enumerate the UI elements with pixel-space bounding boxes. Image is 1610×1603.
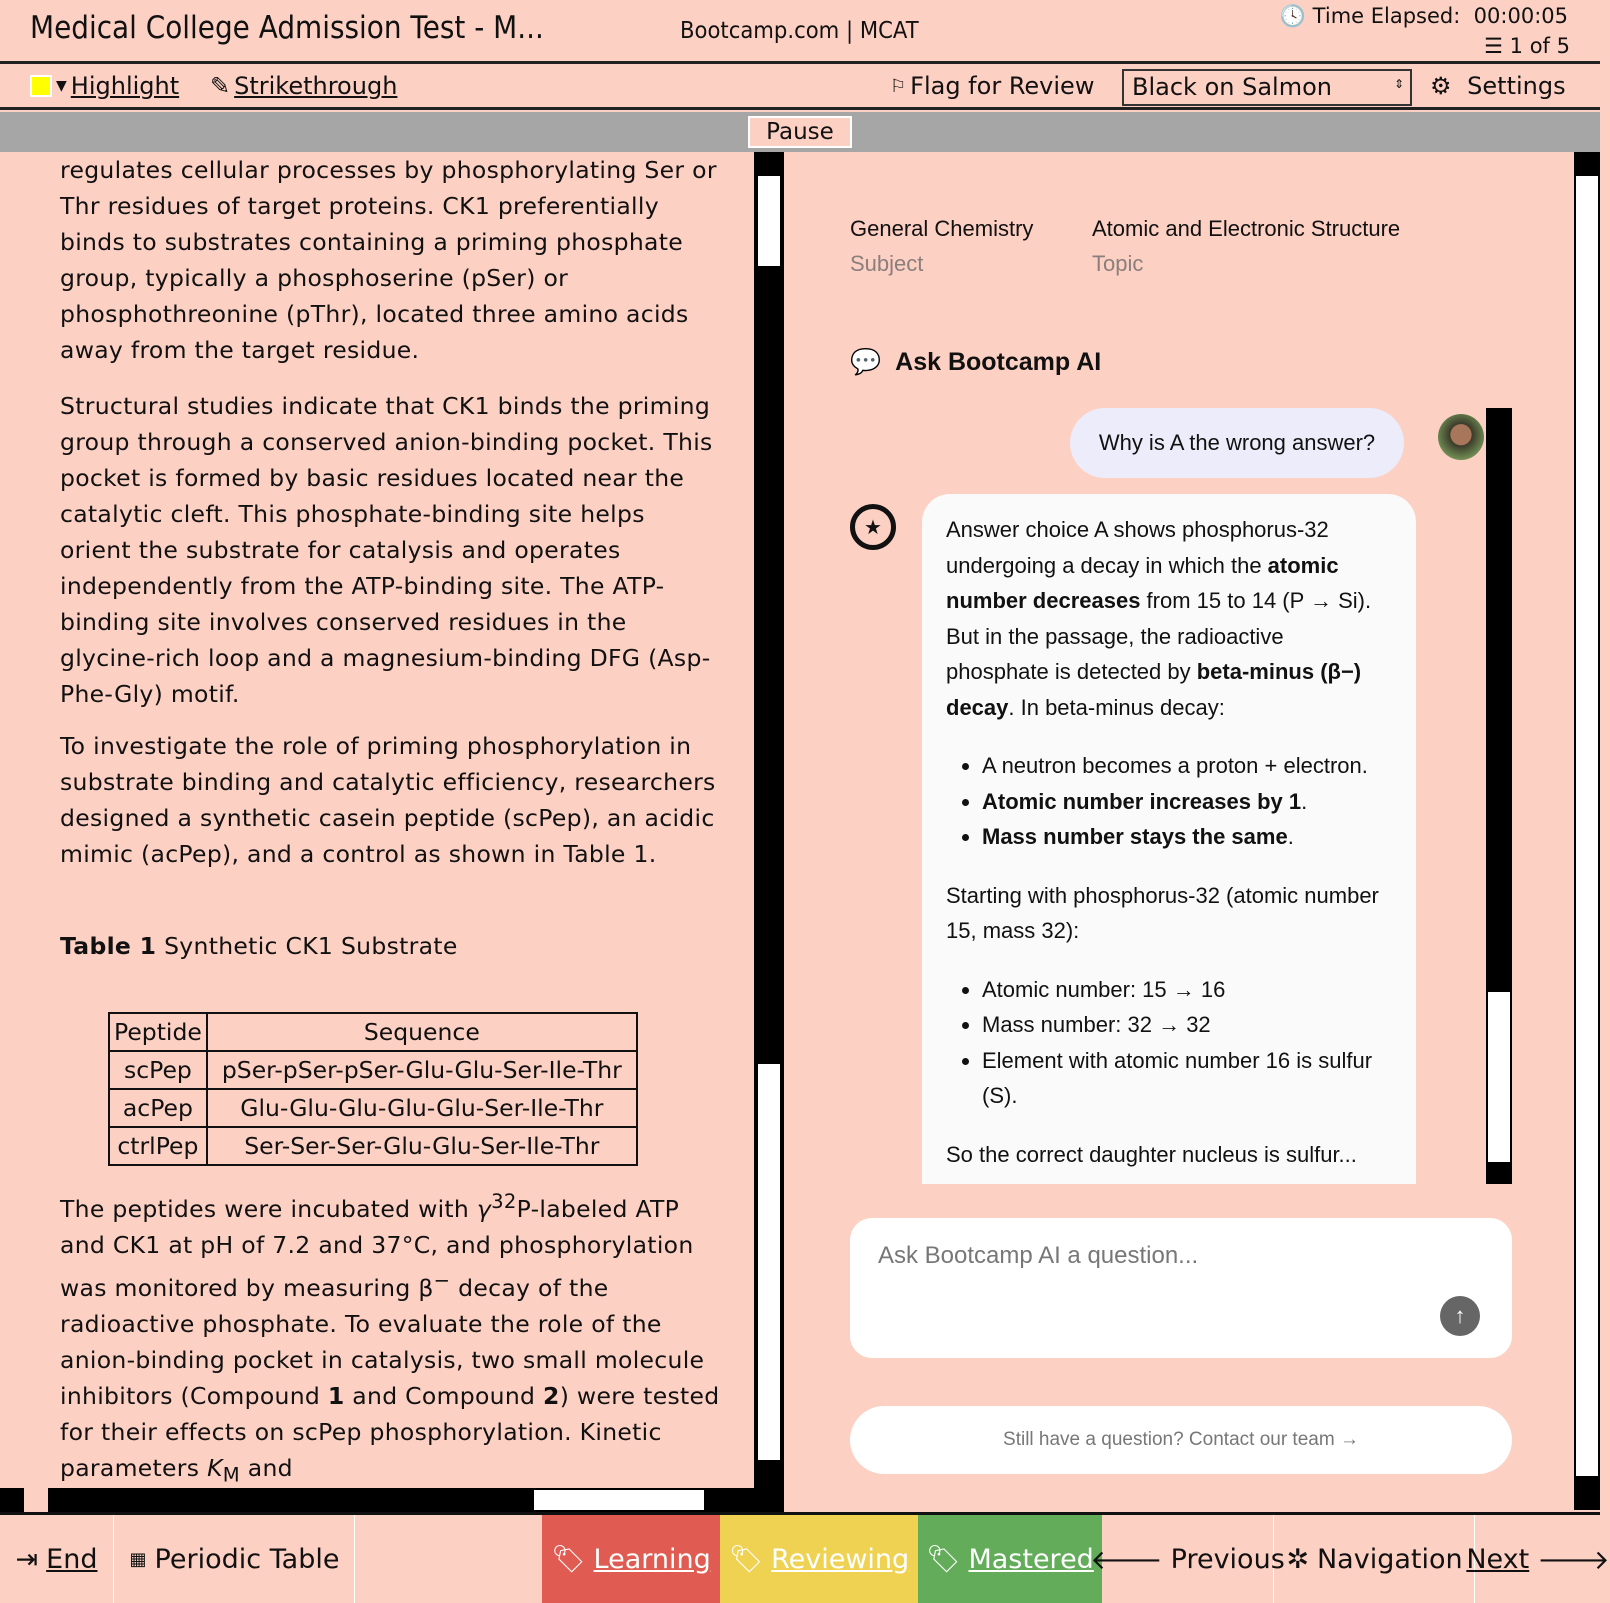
clock-icon: 🕓 xyxy=(1279,4,1306,28)
table-cell: scPep xyxy=(109,1051,207,1089)
scrollbar-thumb[interactable] xyxy=(758,1064,780,1460)
header xyxy=(0,0,1600,64)
tag-icon: 🏷 xyxy=(728,1544,764,1575)
previous-button[interactable] xyxy=(1090,1515,1285,1603)
mastered-label: Mastered xyxy=(968,1543,1094,1575)
highlight-button[interactable] xyxy=(30,72,179,100)
pause-button[interactable]: Pause xyxy=(748,116,852,148)
text: K xyxy=(207,1453,223,1482)
text: decay of the radioactive phosphate. To evaluate the role of the anion-binding pocket in catalysis, two small molecule inhibitors (Compound xyxy=(60,1273,705,1410)
send-arrow-icon[interactable]: ↑ xyxy=(1440,1296,1480,1336)
ai-paragraph: Starting with phosphorus-32 (atomic number 15, mass 32): xyxy=(946,882,1379,943)
list-item: • Atomic number increases by 1. xyxy=(982,784,1392,820)
ai-heading-text: Ask Bootcamp AI xyxy=(895,348,1102,376)
next-button[interactable] xyxy=(1466,1515,1610,1603)
flag-for-review-button[interactable] xyxy=(890,72,1094,100)
text: from 15 to 14 (P → Si). But in the passage, the radioactive phosphate is detected by xyxy=(946,588,1372,684)
table-row xyxy=(109,1089,637,1127)
end-button[interactable] xyxy=(0,1515,114,1603)
subject-value: General Chemistry xyxy=(850,216,1034,241)
navigation-icon: ✲ xyxy=(1286,1543,1309,1575)
chat-scrollbar[interactable] xyxy=(1486,408,1512,1184)
topic-value: Atomic and Electronic Structure xyxy=(1092,216,1401,241)
ai-panel xyxy=(790,152,1570,1512)
settings-label: Settings xyxy=(1467,72,1566,100)
brand: Bootcamp.com | MCAT xyxy=(680,18,919,44)
tag-icon: 🏷 xyxy=(926,1544,961,1575)
topic-label: Topic xyxy=(1092,251,1144,276)
ai-list xyxy=(982,972,1392,1114)
table-cell: ctrlPep xyxy=(109,1127,207,1165)
periodic-table-icon: ▦ xyxy=(129,1548,147,1570)
periodic-table-button[interactable] xyxy=(115,1515,355,1603)
question-count: 1 of 5 xyxy=(1509,34,1570,58)
passage-panel xyxy=(0,152,738,1512)
text: ) were tested for their effects on scPep phosphorylation. Kinetic parameters xyxy=(60,1381,720,1482)
passage-paragraph: Structural studies indicate that CK1 binds the priming group through a conserved anion-binding pocket. This pocket is formed by basic residues located near the catalytic cleft. This phosphate-binding site helps orient the substrate for catalysis and operates independently from the ATP-binding site. The ATP-binding site involves conserved residues in the glycine-rich loop and a magnesium-binding DFG (Asp-Phe-Gly) motif. xyxy=(60,392,713,708)
horizontal-scrollbar[interactable] xyxy=(0,1488,784,1512)
text: Atomic number increases by 1 xyxy=(982,788,1302,814)
table-header-row xyxy=(109,1013,637,1051)
next-label: Next xyxy=(1466,1543,1530,1575)
arrow-right-icon: 🡒 xyxy=(1537,1544,1610,1576)
passage-scrollbar[interactable] xyxy=(754,152,784,1510)
scrollbar-thumb[interactable] xyxy=(758,176,780,266)
text: 1 xyxy=(327,1381,345,1410)
table-caption xyxy=(60,928,720,964)
chat-bubbles-icon: 💬 xyxy=(850,348,882,376)
strikethrough-button[interactable] xyxy=(210,72,397,100)
user-message: Why is A the wrong answer? xyxy=(1070,408,1404,478)
text: P-labeled ATP and CK1 at pH of 7.2 and 37°C, and phosphorylation was monitored by measuring β xyxy=(60,1194,694,1302)
ai-message xyxy=(922,494,1416,1184)
strikethrough-label: Strikethrough xyxy=(234,72,398,100)
learning-label: Learning xyxy=(593,1543,711,1575)
flag-icon: ⚐ xyxy=(890,75,907,97)
end-label: End xyxy=(46,1543,98,1575)
passage-paragraph xyxy=(60,1184,720,1493)
reviewing-button[interactable] xyxy=(720,1515,918,1603)
text: and xyxy=(240,1453,293,1482)
ai-paragraph xyxy=(946,512,1392,725)
table-header: Peptide xyxy=(109,1013,207,1051)
table-cell: acPep xyxy=(109,1089,207,1127)
passage-paragraph: To investigate the role of priming phosphorylation in substrate binding and catalytic efficiency, researchers designed a synthetic casein peptide (scPep), an acidic mimic (acPep), and a control as shown in Table 1. xyxy=(60,732,716,868)
scrollbar-thumb[interactable] xyxy=(534,1490,704,1510)
text: 2 xyxy=(543,1381,560,1410)
gear-icon: ⚙ xyxy=(1430,72,1452,100)
table-header: Sequence xyxy=(207,1013,637,1051)
list-item: • Mass number: 32 → 32 xyxy=(982,1007,1392,1043)
text: Answer choice A shows phosphorus-32 undergoing a decay in which the xyxy=(946,517,1329,578)
exam-title: Medical College Admission Test - M... xyxy=(30,10,544,46)
text: atomic number decreases xyxy=(946,552,1339,613)
footer-nav xyxy=(0,1512,1610,1600)
table-cell: Ser-Ser-Ser-Glu-Glu-Ser-Ile-Thr xyxy=(207,1127,637,1165)
text: − xyxy=(433,1268,451,1292)
scrollbar-thumb[interactable] xyxy=(1576,176,1598,1476)
page-scrollbar[interactable] xyxy=(1574,152,1600,1510)
learning-button[interactable] xyxy=(542,1515,720,1603)
text: M xyxy=(222,1463,240,1487)
text: γ xyxy=(476,1194,492,1223)
tag-icon: 🏷 xyxy=(551,1544,586,1575)
ai-list xyxy=(982,748,1392,855)
list-item: • Element with atomic number 16 is sulfur (S). xyxy=(982,1043,1392,1114)
stack-icon: ☰ xyxy=(1484,34,1503,58)
list-item: • Atomic number: 15 → 16 xyxy=(982,972,1392,1008)
user-avatar xyxy=(1438,414,1484,460)
ask-ai-input[interactable] xyxy=(850,1218,1512,1358)
scrollbar-thumb[interactable] xyxy=(1488,992,1510,1162)
table-label: Table 1 xyxy=(60,932,157,960)
table-cell: Glu-Glu-Glu-Glu-Glu-Ser-Ile-Thr xyxy=(207,1089,637,1127)
settings-button[interactable] xyxy=(1430,72,1566,100)
question-counter xyxy=(1484,34,1570,58)
arrow-left-icon: 🡐 xyxy=(1090,1544,1163,1576)
navigation-button[interactable] xyxy=(1275,1515,1475,1603)
flag-label: Flag for Review xyxy=(910,72,1095,100)
time-value: 00:00:05 xyxy=(1473,4,1568,28)
time-label: Time Elapsed: xyxy=(1312,4,1461,28)
table-row xyxy=(109,1051,637,1089)
highlight-color-swatch[interactable] xyxy=(30,75,52,97)
ai-heading xyxy=(850,348,1101,377)
navigation-label: Navigation xyxy=(1316,1543,1463,1575)
table-title: Synthetic CK1 Substrate xyxy=(164,932,458,960)
passage-paragraph: regulates cellular processes by phosphorylating Ser or Thr residues of target proteins. CK1 preferentially binds to substrates containing a priming phosphate group, typically a phosphoserine (pSer) or phosphothreonine (pThr), located three amino acids away from the target residue. xyxy=(60,156,717,364)
ai-paragraph: So the correct daughter nucleus is sulfur... xyxy=(946,1141,1357,1167)
contact-team-link[interactable]: Still have a question? Contact our team → xyxy=(850,1406,1512,1474)
subject-label: Subject xyxy=(850,251,924,276)
text: Mass number stays the same xyxy=(982,824,1288,849)
mastered-button[interactable] xyxy=(918,1515,1102,1603)
exit-icon: ⇥ xyxy=(15,1543,39,1575)
pause-bar xyxy=(0,112,1600,152)
input-placeholder: Ask Bootcamp AI a question... xyxy=(878,1242,1199,1269)
pencil-icon: ✎ xyxy=(210,72,231,100)
ai-star-icon: ★ xyxy=(850,504,896,550)
text: The peptides were incubated with xyxy=(60,1194,477,1223)
text: beta-minus (β−) decay xyxy=(946,659,1362,720)
select-arrows-icon: ⇕ xyxy=(1393,77,1404,91)
timer xyxy=(1280,4,1568,29)
chevron-down-icon[interactable]: ▼ xyxy=(56,78,67,94)
text: 32 xyxy=(491,1190,517,1213)
theme-value: Black on Salmon xyxy=(1132,73,1332,101)
text: . In beta-minus decay: xyxy=(1008,694,1225,720)
reviewing-label: Reviewing xyxy=(771,1543,910,1575)
theme-select[interactable] xyxy=(1122,69,1412,106)
previous-label: Previous xyxy=(1170,1543,1285,1575)
table-cell: pSer-pSer-pSer-Glu-Glu-Ser-Ile-Thr xyxy=(207,1051,637,1089)
toolbar xyxy=(0,66,1600,110)
list-item: • A neutron becomes a proton + electron. xyxy=(982,748,1392,784)
substrate-table xyxy=(108,1012,638,1166)
highlight-label: Highlight xyxy=(70,72,180,100)
list-item: • Mass number stays the same. xyxy=(982,819,1392,855)
text: and Compound xyxy=(344,1381,544,1410)
table-row xyxy=(109,1127,637,1165)
periodic-label: Periodic Table xyxy=(154,1543,340,1575)
